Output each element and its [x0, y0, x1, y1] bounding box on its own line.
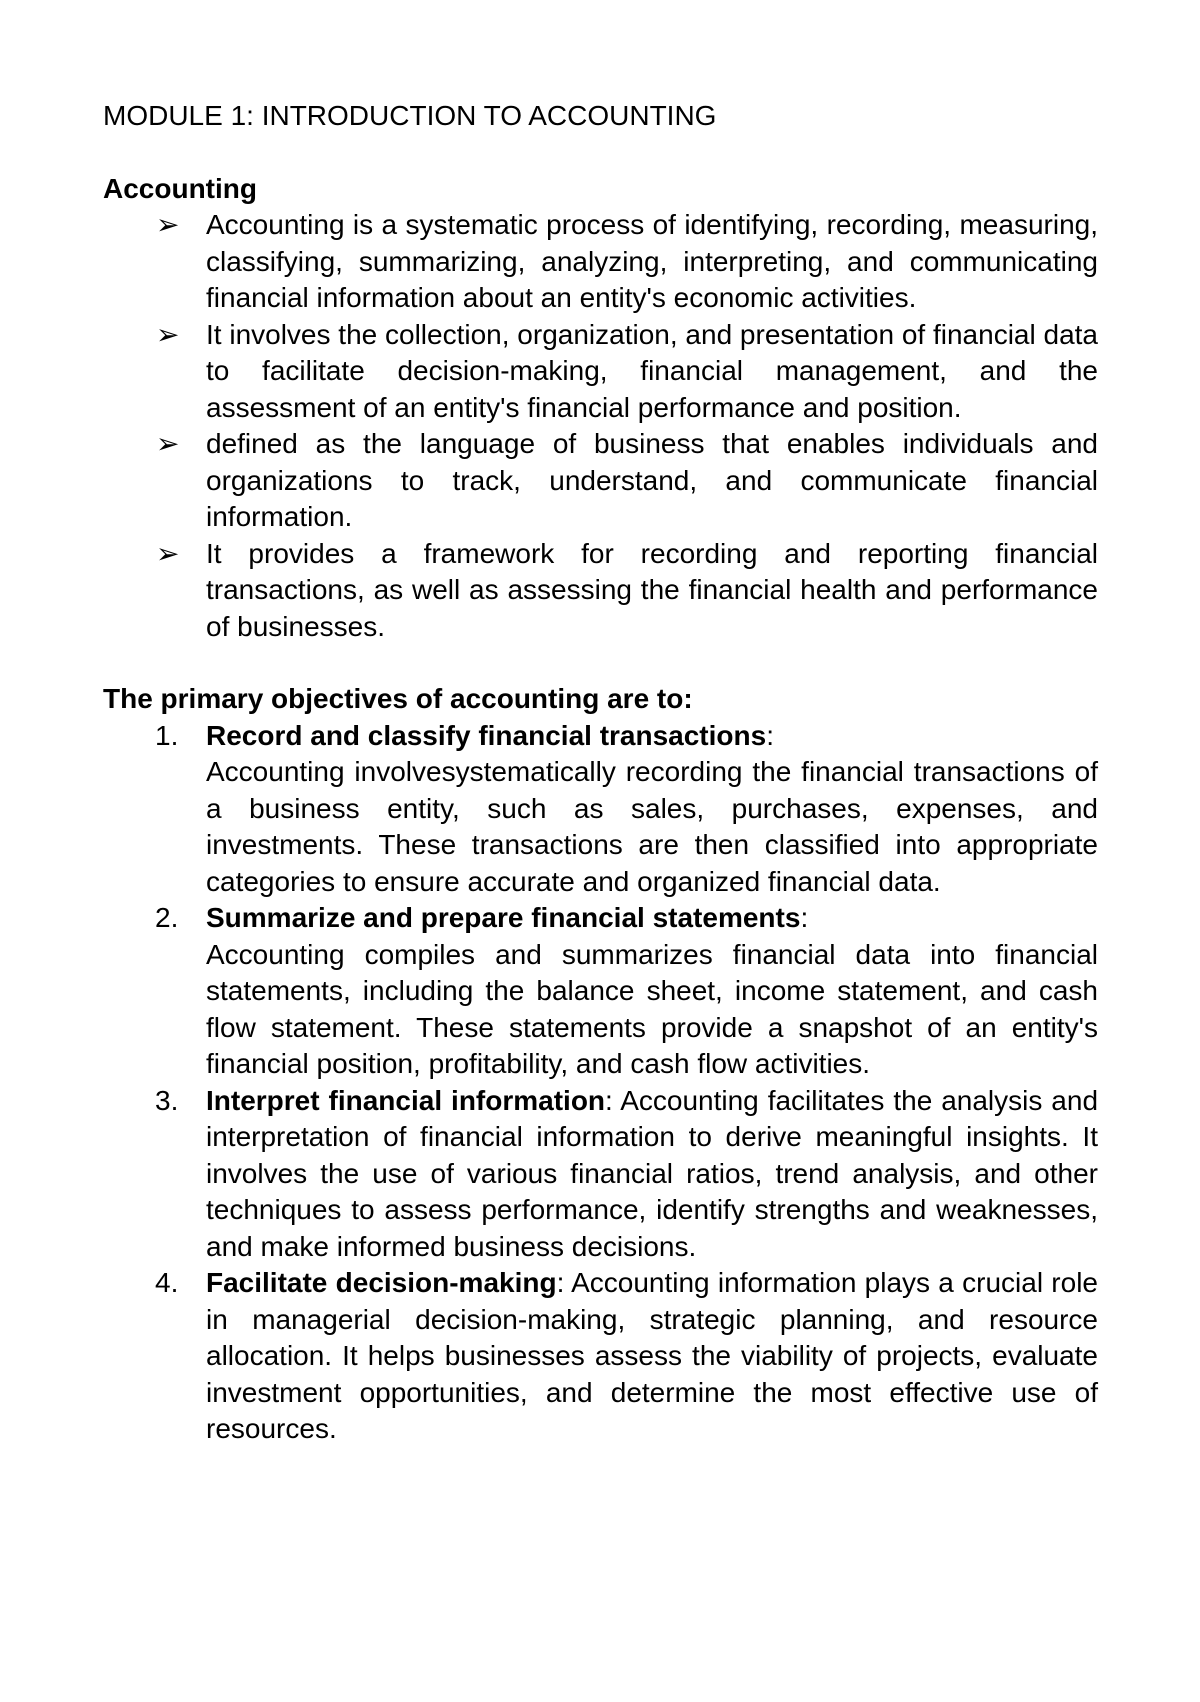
document-content: [103, 98, 1098, 1448]
objective-body: Accounting information plays a crucial role in managerial decision-making, strategic planning, and resource allocation. It helps businesses assess the viability of projects, evaluate investment opportunities, and determine the most effective use of resources.: [206, 1267, 1098, 1444]
title-separator: :: [556, 1267, 572, 1298]
objectives-list: [103, 718, 1098, 1448]
objective-title: Facilitate decision-making: [206, 1267, 557, 1298]
objective-item: [103, 900, 1098, 1083]
objective-body: Accounting facilitates the analysis and interpretation of financial information to derive meaningful insights. It involves the use of various financial ratios, trend analysis, and other techniques to assess performance, identify strengths and weaknesses, and make informed business decisions.: [206, 1084, 1099, 1262]
item-number: 1.: [155, 719, 179, 751]
arrow-bullet-icon: ➢: [156, 428, 180, 459]
section-heading-objectives: The primary objectives of accounting are to:: [103, 683, 693, 714]
page-title: MODULE 1: INTRODUCTION TO ACCOUNTING: [103, 100, 717, 131]
definition-list: [103, 207, 1098, 645]
title-separator: :: [766, 719, 774, 751]
bullet-text: It provides a framework for recording and reporting financial transactions, as well as assessing the financial health and performance of businesses.: [206, 537, 1098, 642]
bullet-text: It involves the collection, organization, and presentation of financial data to facilitate decision-making, financial management, and the assessment of an entity's financial performance and position.: [206, 318, 1098, 423]
objective-item: [103, 718, 1098, 901]
item-number: 3.: [155, 1084, 179, 1116]
arrow-bullet-icon: ➢: [156, 537, 180, 569]
bullet-text: defined as the language of business that enables individuals and organizations to track, understand, and communicate financial information.: [206, 428, 1098, 532]
item-number: 2.: [155, 902, 179, 933]
objective-title: Record and classify financial transactions: [206, 719, 767, 751]
objective-item: [103, 1265, 1098, 1448]
arrow-bullet-icon: ➢: [156, 318, 180, 350]
list-item: [103, 536, 1098, 646]
list-item: [103, 207, 1098, 317]
item-number: 4.: [155, 1267, 179, 1298]
objective-body: Accounting compiles and summarizes financial data into financial statements, including the balance sheet, income statement, and cash flow statement. These statements provide a snapshot of an entity's financial position, profitability, and cash flow activities.: [206, 938, 1098, 1079]
title-separator: :: [800, 902, 809, 933]
bullet-text: Accounting is a systematic process of identifying, recording, measuring, classifying, summarizing, analyzing, interpreting, and communicating financial information about an entity's economic activities.: [206, 209, 1098, 313]
objective-title: Summarize and prepare financial statements: [206, 902, 801, 933]
list-item: [103, 317, 1098, 427]
title-separator: :: [605, 1084, 621, 1116]
section-spacer: [103, 645, 1098, 681]
arrow-bullet-icon: ➢: [156, 209, 180, 240]
objective-body: Accounting involvesystematically recording the financial transactions of a business entity, such as sales, purchases, expenses, and investments. These transactions are then classified into appropriate categories to ensure accurate and organized financial data.: [206, 756, 1098, 897]
objective-title: Interpret financial information: [206, 1084, 606, 1116]
objective-item: [103, 1083, 1098, 1266]
section-heading-accounting: Accounting: [103, 172, 257, 204]
list-item: [103, 426, 1098, 536]
